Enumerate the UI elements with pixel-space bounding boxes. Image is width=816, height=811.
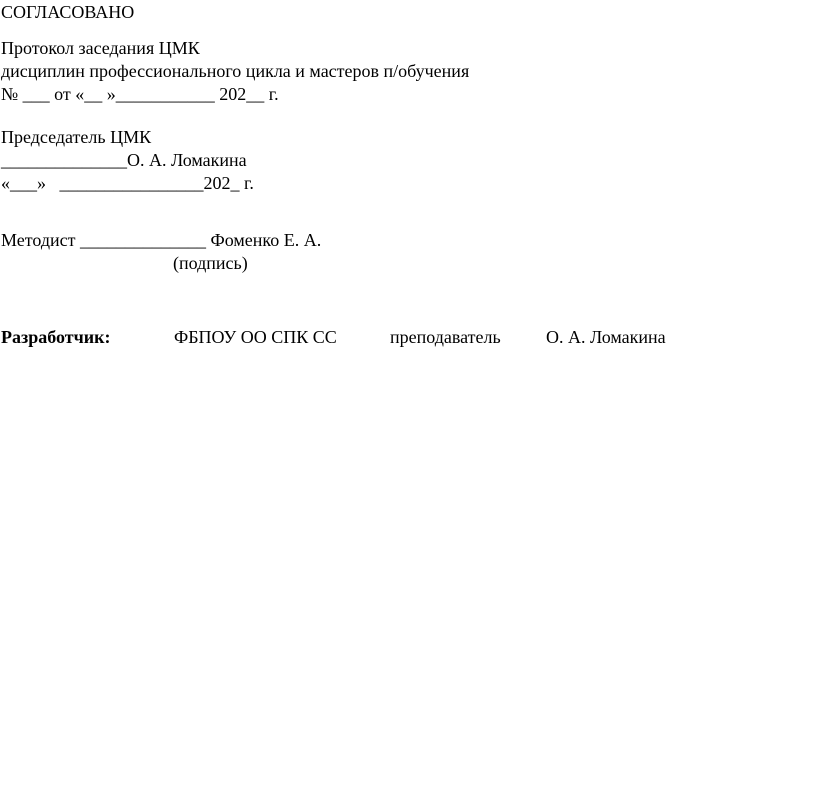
chairman-date: «___» ________________202_ г. bbox=[1, 173, 254, 193]
approval-heading: СОГЛАСОВАНО bbox=[1, 2, 135, 22]
developer-name: О. А. Ломакина bbox=[546, 327, 666, 347]
chairman-title: Председатель ЦМК bbox=[1, 127, 152, 147]
methodist-signature-caption: (подпись) bbox=[173, 253, 248, 273]
developer-organization: ФБПОУ ОО СПК СС bbox=[174, 327, 337, 347]
chairman-signature: ______________О. А. Ломакина bbox=[1, 150, 247, 170]
methodist-signature: Методист ______________ Фоменко Е. А. bbox=[1, 230, 322, 250]
developer-label: Разработчик: bbox=[1, 327, 111, 347]
protocol-discipline: дисциплин профессионального цикла и мастеров п/обучения bbox=[1, 61, 470, 81]
protocol-title: Протокол заседания ЦМК bbox=[1, 38, 200, 58]
developer-position: преподаватель bbox=[390, 327, 501, 347]
developer-row bbox=[1, 326, 801, 348]
protocol-number-date: № ___ от «__ »___________ 202__ г. bbox=[1, 84, 279, 104]
